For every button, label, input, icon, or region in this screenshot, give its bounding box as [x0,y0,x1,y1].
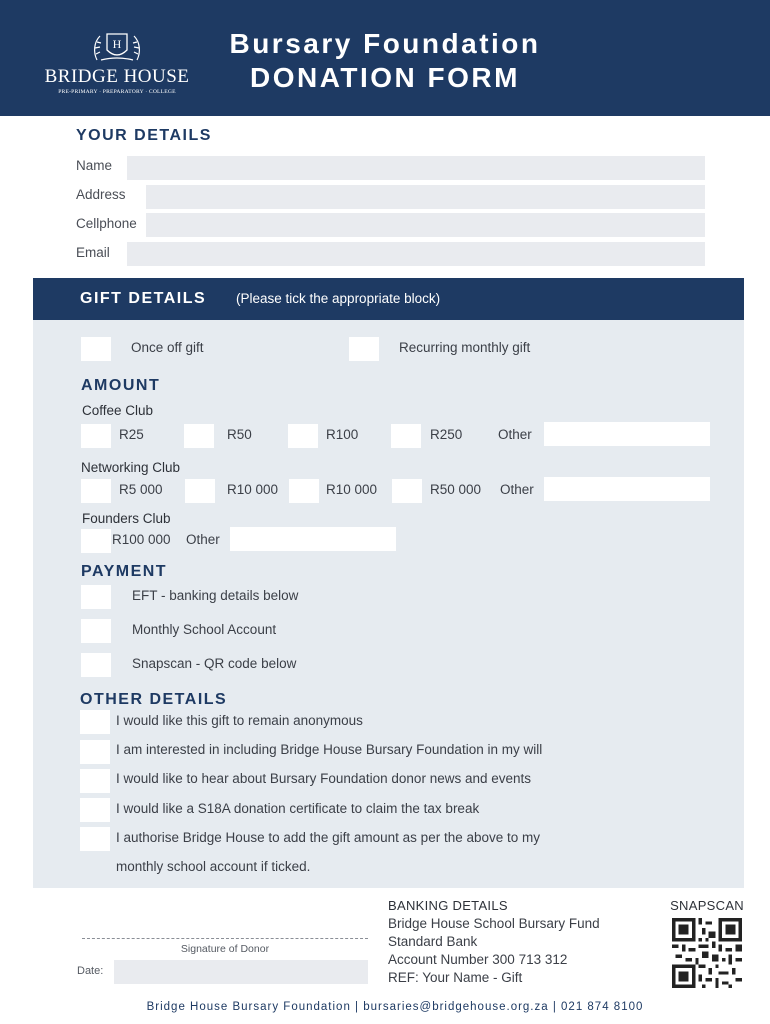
coffee-club-label: Coffee Club [82,403,154,418]
coffee-r25-checkbox[interactable] [81,424,111,448]
once-off-checkbox[interactable] [81,337,111,361]
founders-r100000-checkbox[interactable] [81,529,111,553]
coffee-r100-checkbox[interactable] [288,424,318,448]
date-label: Date: [77,965,104,977]
anonymous-checkbox[interactable] [80,710,110,734]
footer-contact: Bridge House Bursary Foundation | bursaries@bridgehouse.org.za | 021 874 8100 [146,1001,644,1013]
bank-name: Standard Bank [388,934,478,949]
coffee-r100-label: R100 [326,427,359,442]
networking-r10000-label: R10 000 [227,482,279,497]
email-label: Email [76,245,110,260]
logo-subtitle: PRE-PRIMARY · PREPARATORY · COLLEGE [58,89,176,95]
coffee-other-label: Other [498,427,532,442]
networking-r10000b-checkbox[interactable] [289,479,319,503]
networking-r50000-label: R50 000 [430,482,482,497]
networking-r10000-checkbox[interactable] [185,479,215,503]
networking-r5000-label: R5 000 [119,482,163,497]
networking-club-label: Networking Club [81,460,181,475]
news-checkbox[interactable] [80,769,110,793]
snapscan-label: Snapscan - QR code below [132,656,297,671]
signature-line[interactable] [82,938,368,939]
will-label: I am interested in including Bridge House Bursary Foundation in my will [116,742,543,757]
networking-other-field[interactable] [544,477,710,501]
authorise-continuation: monthly school account if ticked. [116,859,311,874]
signature-label: Signature of Donor [180,943,270,955]
networking-r5000-checkbox[interactable] [81,479,111,503]
eft-checkbox[interactable] [81,585,111,609]
cellphone-field[interactable] [146,213,705,237]
founders-club-label: Founders Club [82,511,171,526]
school-logo [36,30,198,100]
qr-code-icon[interactable] [672,918,742,988]
networking-other-label: Other [500,482,534,497]
amount-heading: AMOUNT [81,377,161,394]
address-label: Address [76,187,126,202]
s18a-label: I would like a S18A donation certificate to claim the tax break [116,801,480,816]
authorise-label: I authorise Bridge House to add the gift amount as per the above to my [116,830,541,845]
gift-details-heading: GIFT DETAILS [80,290,207,307]
coffee-r250-checkbox[interactable] [391,424,421,448]
coffee-r250-label: R250 [430,427,463,442]
bank-reference: REF: Your Name - Gift [388,970,523,985]
founders-r100000-label: R100 000 [112,532,171,547]
other-details-heading: OTHER DETAILS [80,691,228,708]
banking-heading: BANKING DETAILS [388,898,508,913]
logo-name: BRIDGE HOUSE [44,66,190,87]
page-subtitle: DONATION FORM [250,62,520,93]
name-field[interactable] [127,156,705,180]
school-account-label: Monthly School Account [132,622,277,637]
bank-account-name: Bridge House School Bursary Fund [388,916,600,931]
crest-icon [91,30,143,64]
recurring-checkbox[interactable] [349,337,379,361]
founders-other-field[interactable] [230,527,396,551]
svg-text:H: H [112,37,122,51]
payment-heading: PAYMENT [81,563,168,580]
snapscan-heading: SNAPSCAN [670,898,744,913]
snapscan-checkbox[interactable] [81,653,111,677]
recurring-label: Recurring monthly gift [399,340,531,355]
authorise-checkbox[interactable] [80,827,110,851]
bank-account-number: Account Number 300 713 312 [388,952,568,967]
founders-other-label: Other [186,532,220,547]
coffee-r25-label: R25 [119,427,144,442]
date-field[interactable] [114,960,368,984]
news-label: I would like to hear about Bursary Foundation donor news and events [116,771,532,786]
once-off-label: Once off gift [131,340,204,355]
coffee-other-field[interactable] [544,422,710,446]
address-field[interactable] [146,185,705,209]
networking-r10000b-label: R10 000 [326,482,378,497]
eft-label: EFT - banking details below [132,588,299,603]
school-account-checkbox[interactable] [81,619,111,643]
coffee-r50-checkbox[interactable] [184,424,214,448]
anonymous-label: I would like this gift to remain anonymous [116,713,363,728]
page-title: Bursary Foundation [229,28,541,59]
name-label: Name [76,158,113,173]
email-field[interactable] [127,242,705,266]
cellphone-label: Cellphone [76,216,137,231]
your-details-heading: YOUR DETAILS [76,127,212,144]
gift-details-note: (Please tick the appropriate block) [236,291,441,306]
will-checkbox[interactable] [80,740,110,764]
networking-r50000-checkbox[interactable] [392,479,422,503]
s18a-checkbox[interactable] [80,798,110,822]
coffee-r50-label: R50 [227,427,252,442]
